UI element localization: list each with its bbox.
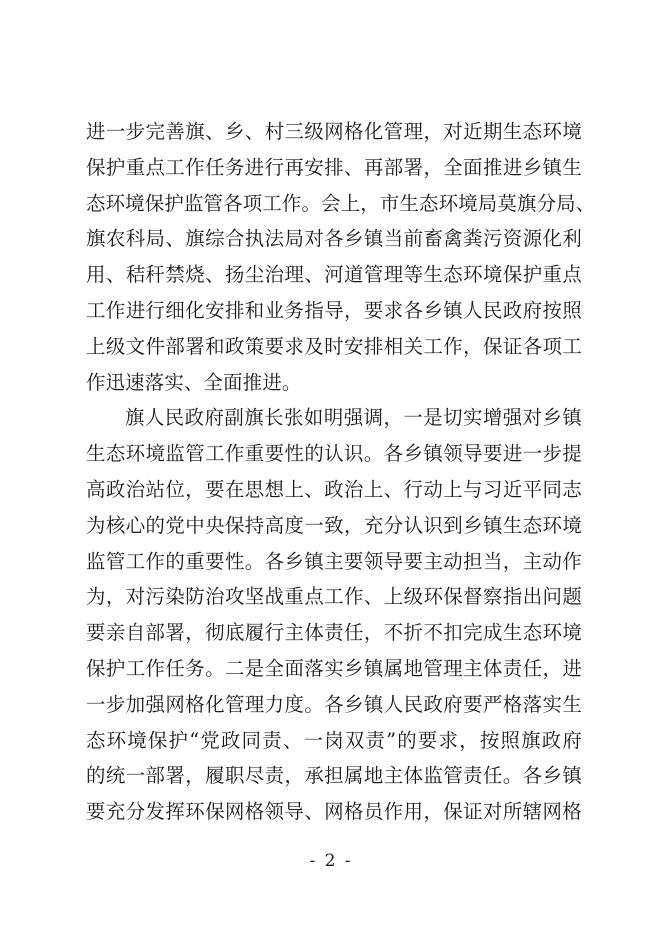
text-line: 保护重点工作任务进行再安排、再部署，全面推进乡镇生 xyxy=(86,155,582,179)
text-line: 用、秸秆禁烧、扬尘治理、河道管理等生态环境保护重点 xyxy=(86,263,582,287)
text-line: 保护工作任务。二是全面落实乡镇属地管理主体责任，进 xyxy=(86,656,582,680)
text-line: 要充分发挥环保网格领导、网格员作用，保证对所辖网格 xyxy=(86,800,582,824)
text-line: 的统一部署，履职尽责，承担属地主体监管责任。各乡镇 xyxy=(86,764,582,788)
text-line: 工作进行细化安排和业务指导，要求各乡镇人民政府按照 xyxy=(86,298,582,322)
text-line: 要亲自部署，彻底履行主体责任，不折不扣完成生态环境 xyxy=(86,621,582,645)
text-line: 监管工作的重要性。各乡镇主要领导要主动担当，主动作 xyxy=(86,549,582,573)
page-number: - 2 - xyxy=(309,851,353,871)
text-line: 一步加强网格化管理力度。各乡镇人民政府要严格落实生 xyxy=(86,692,582,716)
body-text xyxy=(86,114,596,830)
text-line: 上级文件部署和政策要求及时安排相关工作，保证各项工 xyxy=(86,334,582,358)
text-line: 生态环境监管工作重要性的认识。各乡镇领导要进一步提 xyxy=(86,442,582,466)
text-line: 态环境保护“党政同责、一岗双责”的要求，按照旗政府 xyxy=(86,728,582,752)
text-line: 进一步完善旗、乡、村三级网格化管理，对近期生态环境 xyxy=(86,120,582,143)
paragraph-end-line: 作迅速落实、全面推进。 xyxy=(86,370,302,394)
text-line: 态环境保护监管各项工作。会上，市生态环境局莫旗分局、 xyxy=(86,191,596,215)
text-line: 高政治站位，要在思想上、政治上、行动上与习近平同志 xyxy=(86,477,582,501)
text-line: 旗农科局、旗综合执法局对各乡镇当前畜禽粪污资源化利 xyxy=(86,227,582,251)
text-line: 为核心的党中央保持高度一致，充分认识到乡镇生态环境 xyxy=(86,513,582,537)
text-line: 为，对污染防治攻坚战重点工作、上级环保督察指出问题 xyxy=(86,585,582,609)
paragraph-start-line: 旗人民政府副旗长张如明强调，一是切实增强对乡镇 xyxy=(125,406,582,430)
